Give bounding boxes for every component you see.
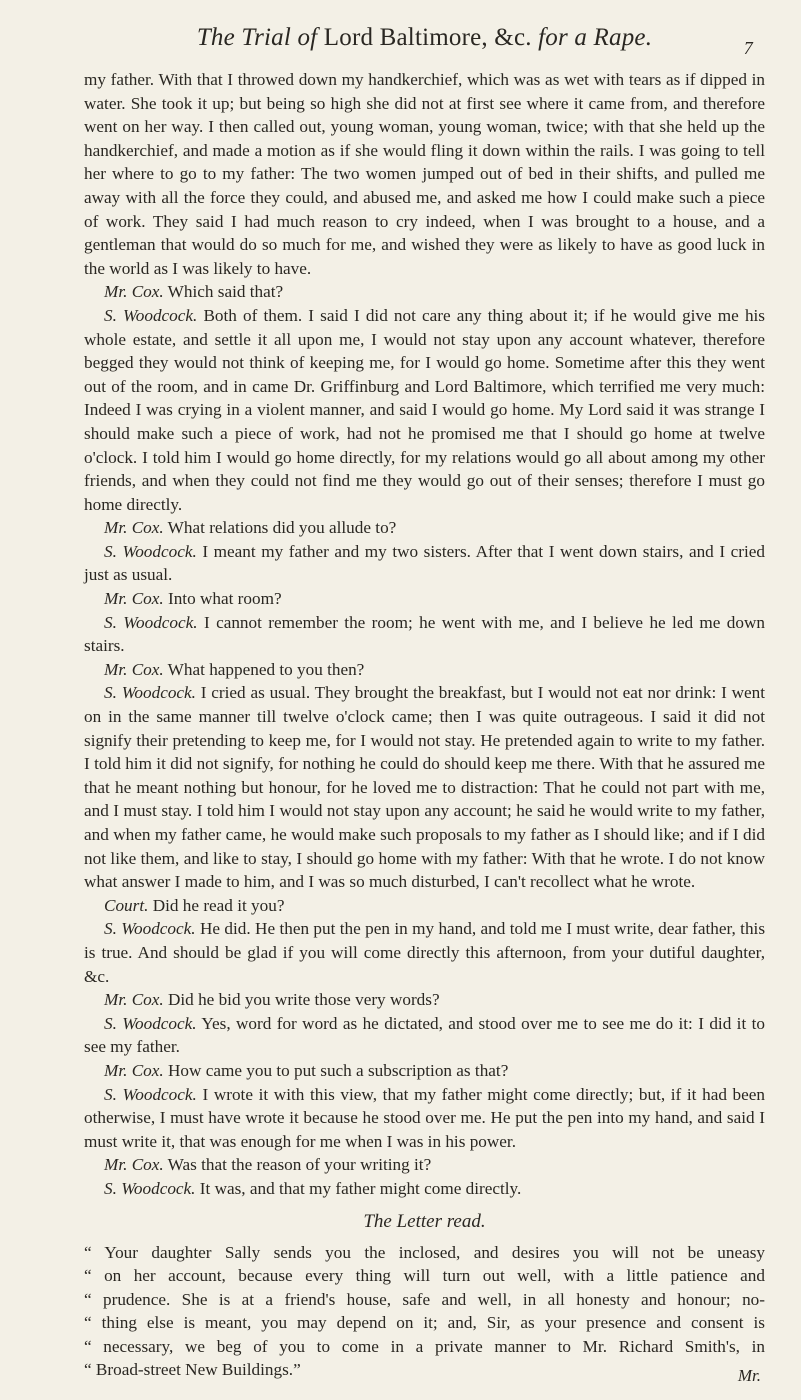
speaker-label: Mr. Cox. <box>104 589 164 609</box>
letter-line: “ Broad-street New Buildings.” <box>84 1360 301 1380</box>
page-number: 7 <box>743 38 753 58</box>
paragraph-text: I meant my father and my two sisters. After that I went down stairs, and I cried just as usual. <box>84 541 765 585</box>
testimony-paragraph <box>84 894 765 918</box>
testimony-paragraph <box>84 1177 765 1201</box>
testimony-paragraph <box>84 540 765 587</box>
testimony-paragraph <box>84 68 765 280</box>
testimony-paragraph <box>84 1059 765 1083</box>
speaker-label: S. Woodcock. <box>104 1178 196 1198</box>
letter-line: “ prudence. She is at a friend's house, safe and well, in all honesty and honour; no- <box>84 1289 765 1309</box>
catchword: Mr. <box>737 1366 761 1385</box>
letter-line: “ thing else is meant, you may depend on it; and, Sir, as your presence and consent is <box>84 1313 765 1333</box>
paragraph-text: Did he bid you write those very words? <box>163 990 440 1010</box>
speaker-label: S. Woodcock. <box>104 1013 197 1033</box>
speaker-label: Mr. Cox. <box>104 282 164 302</box>
running-header <box>84 14 765 68</box>
testimony-paragraph <box>84 587 765 611</box>
testimony-body <box>84 68 765 1201</box>
testimony-paragraph <box>84 988 765 1012</box>
speaker-label: S. Woodcock. <box>104 683 196 703</box>
letter-line: “ Your daughter Sally sends you the inclosed, and desires you will not be uneasy <box>84 1242 765 1262</box>
paragraph-text: How came you to put such a subscription as that? <box>163 1060 509 1080</box>
speaker-label: Mr. Cox. <box>104 518 164 538</box>
paragraph-text: I cannot remember the room; he went with me, and I believe he led me down stairs. <box>84 612 765 656</box>
testimony-paragraph <box>84 280 765 304</box>
header-title-part2: Lord Baltimore, &c. <box>317 24 539 51</box>
testimony-paragraph <box>84 611 765 658</box>
letter-heading: The Letter read. <box>363 1210 486 1232</box>
speaker-label: Mr. Cox. <box>104 990 164 1010</box>
testimony-paragraph <box>84 516 765 540</box>
paragraph-text: I cried as usual. They brought the breakfast, but I would not eat nor drink: I went on in the same manner till twelve o'clock came; then I was quite outrageous. I said it did not signify their pretending to keep me, for I would not stay. He pretended again to write to my father. I told him it did not signify, for nothing he could do should keep me there. With that he assured me that he meant nothing but honour, for he loved me to distraction: That he could not part with me, and I must stay. I told him I would not stay upon any account; he said he would write to my father, and when my father came, he would make such proposals to my father as I should like; and if I did not like them, and like to stay, I should go home with my father: With that he wrote. I do not know what answer I made to him, and I was so much disturbed, I can't recollect what he wrote. <box>84 683 765 892</box>
paragraph-text: Into what room? <box>163 589 282 609</box>
header-title-part3: for a Rape. <box>538 24 653 51</box>
speaker-label: S. Woodcock. <box>104 612 198 632</box>
letter-body <box>84 1241 765 1383</box>
testimony-paragraph <box>84 304 765 516</box>
testimony-paragraph <box>84 1153 765 1177</box>
letter-line: “ on her account, because every thing will turn out well, with a little patience and <box>84 1266 765 1286</box>
speaker-label: S. Woodcock. <box>104 541 197 561</box>
paragraph-text: Both of them. I said I did not care any thing about it; if he would give me his whole estate, and settle it all upon me, I would not stay upon any account whatever, therefore begged they would not think of keeping me, for I would go home. Sometime after this they went out of the room, and in came Dr. Griffinburg and Lord Baltimore, which terrified me very much: Indeed I was crying in a violent manner, and said I would go home. My Lord said it was strange I should make such a piece of work, had not he promised me that I should go home at twelve o'clock. I told him I would go home directly, for my relations would go all about among my other friends, and when they could not find me they would go out of their senses; therefore I must go home directly. <box>84 305 765 514</box>
speaker-label: Court. <box>104 895 149 915</box>
paragraph-text: He did. He then put the pen in my hand, and told me I must write, dear father, this is true. And should be glad if you will come directly this afternoon, from your dutiful daughter, &c. <box>84 919 766 986</box>
header-title-part1: The Trial of <box>196 24 318 51</box>
speaker-label: Mr. Cox. <box>104 659 164 679</box>
paragraph-text: Did he read it you? <box>148 895 285 915</box>
testimony-paragraph <box>84 1083 765 1154</box>
speaker-label: S. Woodcock. <box>104 1084 197 1104</box>
testimony-paragraph <box>84 658 765 682</box>
speaker-label: Mr. Cox. <box>104 1060 164 1080</box>
speaker-label: S. Woodcock. <box>104 305 198 325</box>
paragraph-text: my father. With that I throwed down my handkerchief, which was as wet with tears as if dipped in water. She took it up; but being so high she did not at first see where it came from, and therefore went on her way. I then called out, young woman, young woman, twice; with that she held up the handkerchief, and made a motion as if she would fling it down within the rails. I was going to tell her where to go to my father: The two women jumped out of bed in their shifts, and pulled me away with all the force they could, and abused me, and asked me how I could make such a piece of work. They said I had much reason to cry indeed, when I was brought to a house, and a gentleman that would do so much for me, and wished they were as likely to have as good luck in the world as I was likely to have. <box>84 70 765 278</box>
testimony-paragraph <box>84 1012 765 1059</box>
speaker-label: Mr. Cox. <box>104 1155 164 1175</box>
testimony-paragraph <box>84 681 765 893</box>
paragraph-text: I wrote it with this view, that my father might come directly; but, if it had been otherwise, I must have wrote it because he stood over me. He put the pen into my hand, and said I must write it, that was enough for me when I was in his power. <box>84 1084 765 1151</box>
paragraph-text: It was, and that my father might come directly. <box>195 1178 522 1198</box>
paragraph-text: What relations did you allude to? <box>163 518 397 538</box>
paragraph-text: What happened to you then? <box>163 659 365 679</box>
paragraph-text: Was that the reason of your writing it? <box>163 1155 432 1175</box>
paragraph-text: Which said that? <box>163 282 284 302</box>
testimony-paragraph <box>84 917 765 988</box>
paragraph-text: Yes, word for word as he dictated, and stood over me to see me do it: I did it to see my father. <box>84 1013 765 1057</box>
speaker-label: S. Woodcock. <box>104 919 196 939</box>
letter-line: “ necessary, we beg of you to come in a private manner to Mr. Richard Smith's, in <box>84 1336 765 1356</box>
